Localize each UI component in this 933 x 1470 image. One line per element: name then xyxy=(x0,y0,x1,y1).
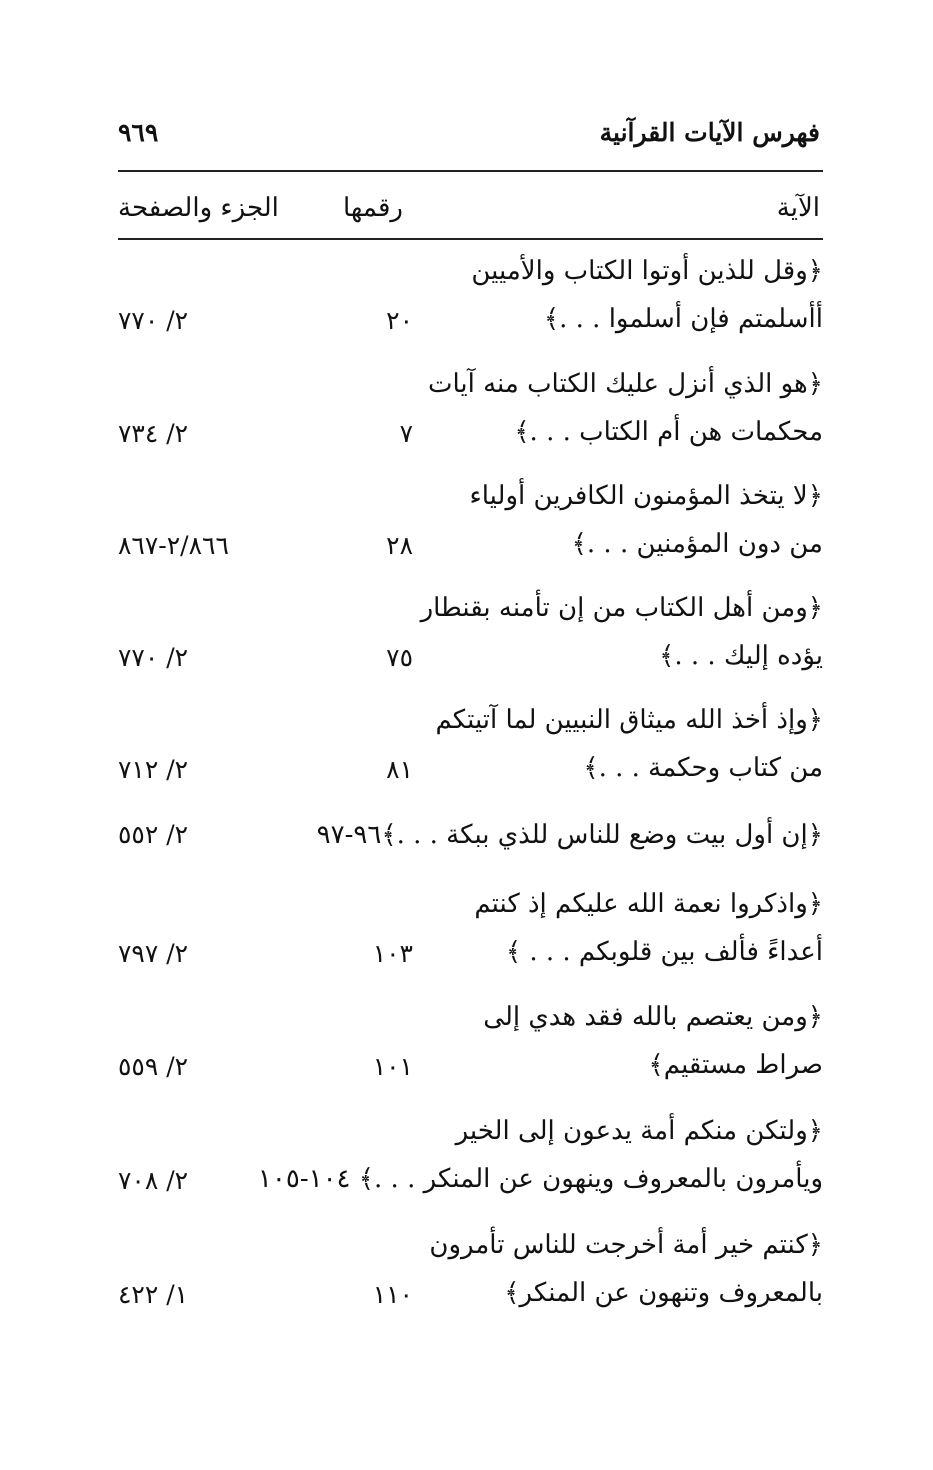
verse-text-line-1: ﴿ومن أهل الكتاب من إن تأمنه بقنطار xyxy=(420,593,823,623)
volume-page: ٢/٨٦٦-٨٦٧ xyxy=(118,531,229,560)
column-header-number: رقمها xyxy=(343,193,403,223)
verse-text-line-1: ﴿كنتم خير أمة أخرجت للناس تأمرون xyxy=(429,1230,823,1260)
verse-number: ٧ xyxy=(399,419,413,448)
verse-number: ١٠١ xyxy=(372,1052,413,1081)
verse-text-line-2: بالمعروف وتنهون عن المنكر﴾ xyxy=(504,1278,823,1308)
page-number: ٩٦٩ xyxy=(118,118,159,147)
volume-page: ٢/ ٥٥٩ xyxy=(118,1052,189,1081)
verse-text-line-1: ﴿وقل للذين أوتوا الكتاب والأميين xyxy=(471,256,823,286)
volume-page: ٢/ ٧٠٨ xyxy=(118,1166,189,1195)
verse-text-line-1: ﴿لا يتخذ المؤمنون الكافرين أولياء xyxy=(469,481,823,511)
verse-text-line-2: يؤده إليك . . .﴾ xyxy=(659,641,823,671)
volume-page: ٢/ ٧١٢ xyxy=(118,755,189,784)
verse-text-line-1: ﴿واذكروا نعمة الله عليكم إذ كنتم xyxy=(474,889,823,919)
verse-number: ٧٥ xyxy=(386,643,413,672)
volume-page: ٢/ ٥٥٢ xyxy=(118,820,189,849)
verse-number: ٢٨ xyxy=(386,531,413,560)
verse-text-line-2: أعداءً فألف بين قلوبكم . . . ﴾ xyxy=(505,937,823,967)
volume-page: ٢/ ٧٧٠ xyxy=(118,643,189,672)
volume-page: ٢/ ٧٩٧ xyxy=(118,939,189,968)
verse-text-line-1: ﴿وإذ أخذ الله ميثاق النبيين لما آتيتكم xyxy=(435,705,823,735)
verse-text-line-1: ﴿هو الذي أنزل عليك الكتاب منه آيات xyxy=(427,369,823,399)
verse-text-line-2: صراط مستقيم﴾ xyxy=(648,1050,823,1080)
column-header-ayah: الآية xyxy=(776,193,820,223)
verse-number: ١١٠ xyxy=(372,1280,413,1309)
verse-text-line-2: من كتاب وحكمة . . .﴾ xyxy=(583,753,823,783)
header-rule xyxy=(118,170,823,172)
column-header-location: الجزء والصفحة xyxy=(118,193,279,223)
volume-page: ٢/ ٧٧٠ xyxy=(118,306,189,335)
verse-text-line-2: من دون المؤمنين . . .﴾ xyxy=(571,529,823,559)
verse-number: ١٠٣ xyxy=(372,939,413,968)
verse-text-line-2: محكمات هن أم الكتاب . . .﴾ xyxy=(514,417,823,447)
volume-page: ١/ ٤٢٢ xyxy=(118,1280,189,1309)
verse-text-line-2: أأسلمتم فإن أسلموا . . .﴾ xyxy=(543,304,823,334)
table-header-rule xyxy=(118,238,823,240)
verse-number: ٨١ xyxy=(386,755,413,784)
running-title: فهرس الآيات القرآنية xyxy=(599,118,820,147)
verse-text-line-1: ﴿إن أول بيت وضع للناس للذي ببكة . . .﴾٩٦-٩٧ xyxy=(316,820,823,850)
verse-number: ٢٠ xyxy=(386,306,413,335)
verse-text-line-1: ﴿ولتكن منكم أمة يدعون إلى الخير xyxy=(455,1116,823,1146)
verse-text-line-2: ويأمرون بالمعروف وينهون عن المنكر . . .﴾ ١٠٤-١٠٥ xyxy=(257,1164,823,1194)
volume-page: ٢/ ٧٣٤ xyxy=(118,419,189,448)
verse-text-line-1: ﴿ومن يعتصم بالله فقد هدي إلى xyxy=(483,1002,823,1032)
